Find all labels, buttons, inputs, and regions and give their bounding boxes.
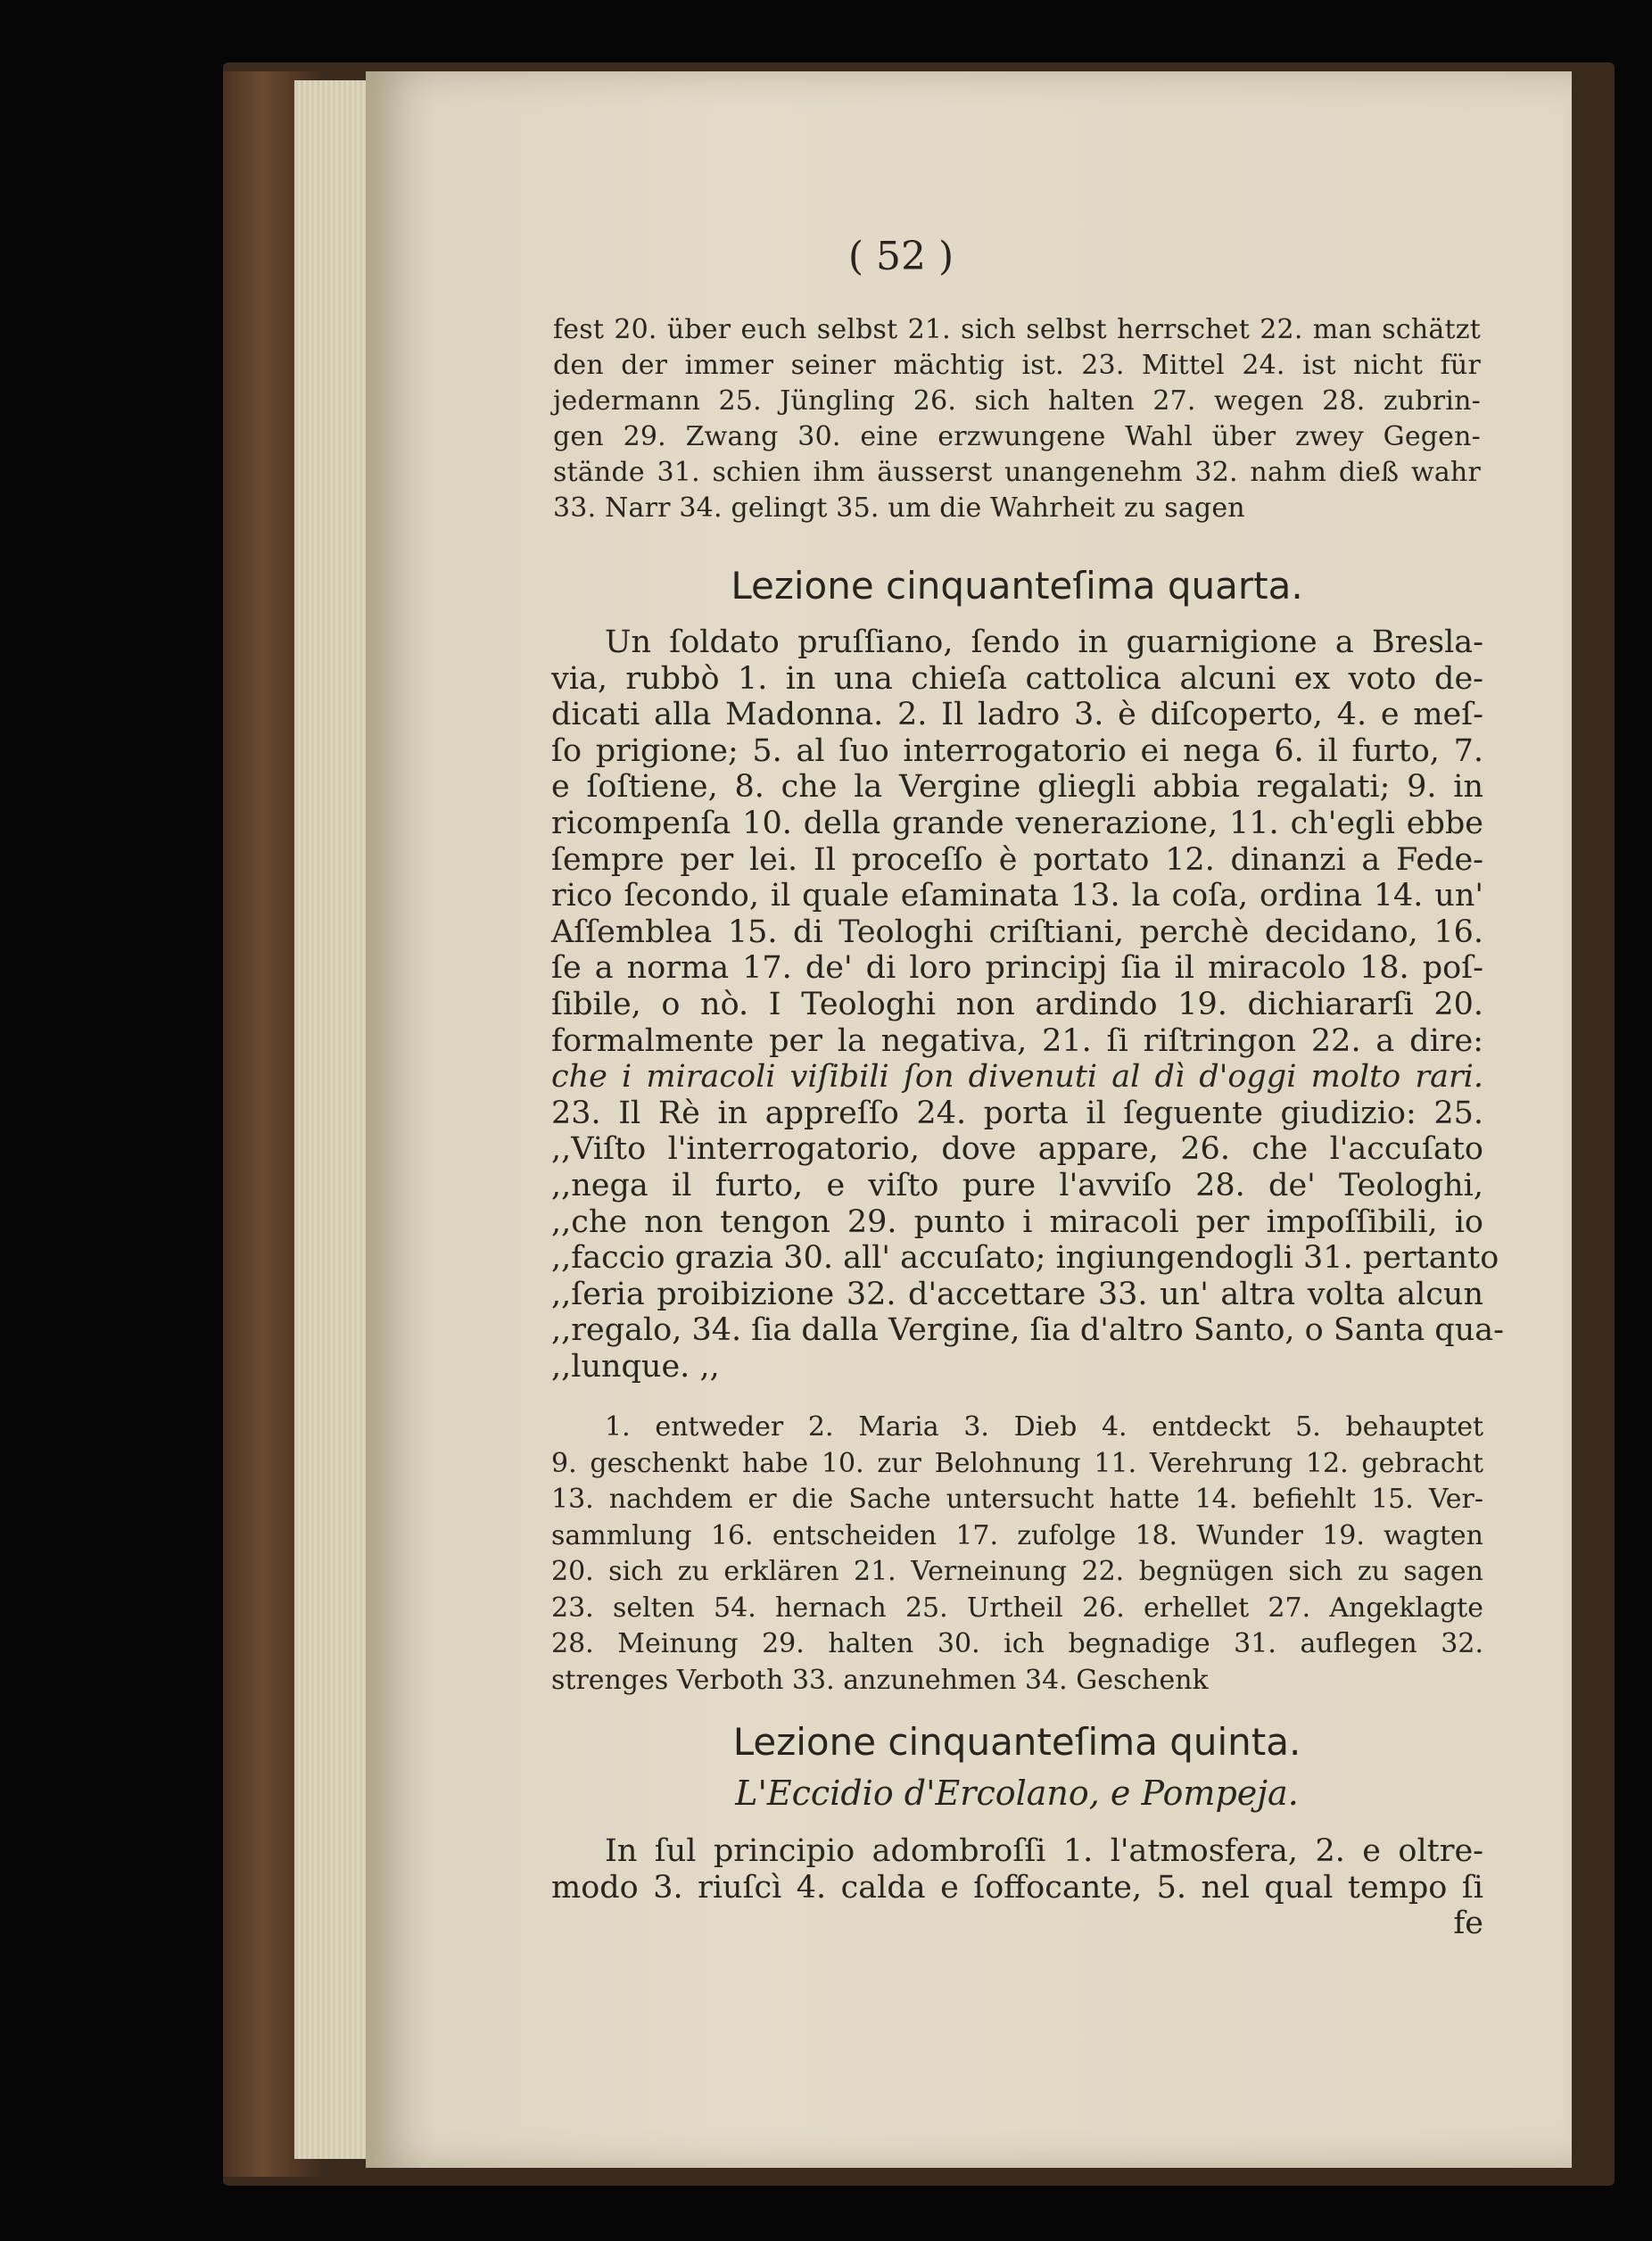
glossary-line: fest 20. über euch selbst 21. sich selbst herrschet 22. man schätzt [553,314,1481,345]
glossary-line: 20. sich zu erklären 21. Verneinung 22. begnügen sich zu sagen [551,1556,1483,1587]
text-line: ,,regalo, 34. ſia dalla Vergine, ſia d'altro Santo, o Santa qua- [551,1312,1504,1349]
glossary-line: stände 31. schien ihm äusserst unangenehm 32. nahm dieß wahr [553,457,1481,488]
text-line: che i miracoli viſibili ſon divenuti al dì d'oggi molto rari. [551,1059,1483,1096]
glossary-54 [551,1410,1483,1699]
lesson-55-body [551,1833,1483,1942]
page-number-header: ( 52 ) [847,234,954,279]
text-line: ſo prigione; 5. al ſuo interrogatorio ei nega 6. il furto, 7. [551,732,1483,769]
text-line: formalmente per la negativa, 21. ſi riſtringon 22. a dire: [551,1022,1483,1059]
lesson-54-body [551,624,1504,1385]
glossary-line: strenges Verboth 33. anzunehmen 34. Geschenk [551,1664,1209,1696]
text-line: Un ſoldato pruſſiano, ſendo in guarnigione a Bresla- [605,624,1483,660]
text-line: via, rubbò 1. in una chieſa cattolica alcuni ex voto de- [551,660,1483,697]
glossary-line: 23. selten 54. hernach 25. Urtheil 26. erhellet 27. Angeklagte [551,1592,1483,1624]
glossary-line: 13. nachdem er die Sache untersucht hatte 14. befiehlt 15. Ver- [551,1484,1483,1515]
text-line: rico ſecondo, il quale eſaminata 13. la coſa, ordina 14. un' [551,878,1483,914]
text-line: ,,nega il furto, e viſto pure l'avviſo 28. de' Teologhi, [551,1167,1483,1203]
text-line: ,,lunque. ,, [551,1348,720,1385]
text-line: modo 3. riuſcì 4. calda e ſoffocante, 5. nel qual tempo ſi [551,1869,1483,1906]
catchword: fe [1453,1906,1483,1942]
text-line: ricompenſa 10. della grande venerazione, 11. ch'egli ebbe [551,805,1483,841]
glossary-line: 28. Meinung 29. halten 30. ich begnadige 31. auflegen 32. [551,1628,1483,1659]
text-line: ,,Viſto l'interrogatorio, dove appare, 26. che l'accuſato [551,1131,1483,1168]
lesson-55-subtitle: L'Eccidio d'Ercolano, e Pompeja. [735,1774,1299,1813]
glossary-line: gen 29. Zwang 30. eine erzwungene Wahl über zwey Gegen- [553,421,1481,452]
glossary-line: 9. geschenkt habe 10. zur Belohnung 11. Verehrung 12. gebracht [551,1447,1483,1479]
text-line: ſibile, o nò. I Teologhi non ardindo 19. dichiararſi 20. [551,986,1483,1022]
text-line: ,,faccio grazia 30. all' accuſato; ingiungendogli 31. pertanto [551,1240,1499,1277]
lesson-54-title: Lezione cinquanteſima quarta. [731,564,1303,608]
text-line: ſe a norma 17. de' di loro principj ſia il miracolo 18. poſ- [551,950,1483,987]
glossary-line: sammlung 16. entscheiden 17. zufolge 18. Wunder 19. wagten [551,1519,1483,1551]
glossary-line: jedermann 25. Jüngling 26. sich halten 27. wegen 28. zubrin- [553,385,1481,417]
lesson-55-title: Lezione cinquanteſima quinta. [732,1720,1301,1764]
text-line: ,,che non tengon 29. punto i miracoli per impoſſibili, io [551,1203,1483,1240]
text-line: 23. Il Rè in appreſſo 24. porta il ſeguente giudizio: 25. [551,1095,1483,1131]
glossary-line: den der immer seiner mächtig ist. 23. Mittel 24. ist nicht für [553,350,1481,381]
text-line: In ſul principio adombroſſi 1. l'atmosfera, 2. e oltre- [605,1833,1483,1869]
text-line: ,,ſeria proibizione 32. d'accettare 33. un' altra volta alcun [551,1276,1483,1312]
glossary-line: 1. entweder 2. Maria 3. Dieb 4. entdeckt 5. behauptet [605,1411,1483,1443]
glossary-continued [553,312,1481,526]
text-line: ſempre per lei. Il proceſſo è portato 12. dinanzi a Fede- [551,841,1483,878]
glossary-line: 33. Narr 34. gelingt 35. um die Wahrheit zu sagen [553,492,1245,524]
text-line: Aſſemblea 15. di Teologhi criſtiani, perchè decidano, 16. [551,914,1483,950]
text-line: e ſoſtiene, 8. che la Vergine gliegli abbia regalati; 9. in [551,769,1483,806]
text-line: dicati alla Madonna. 2. Il ladro 3. è diſcoperto, 4. e meſ- [551,697,1483,733]
